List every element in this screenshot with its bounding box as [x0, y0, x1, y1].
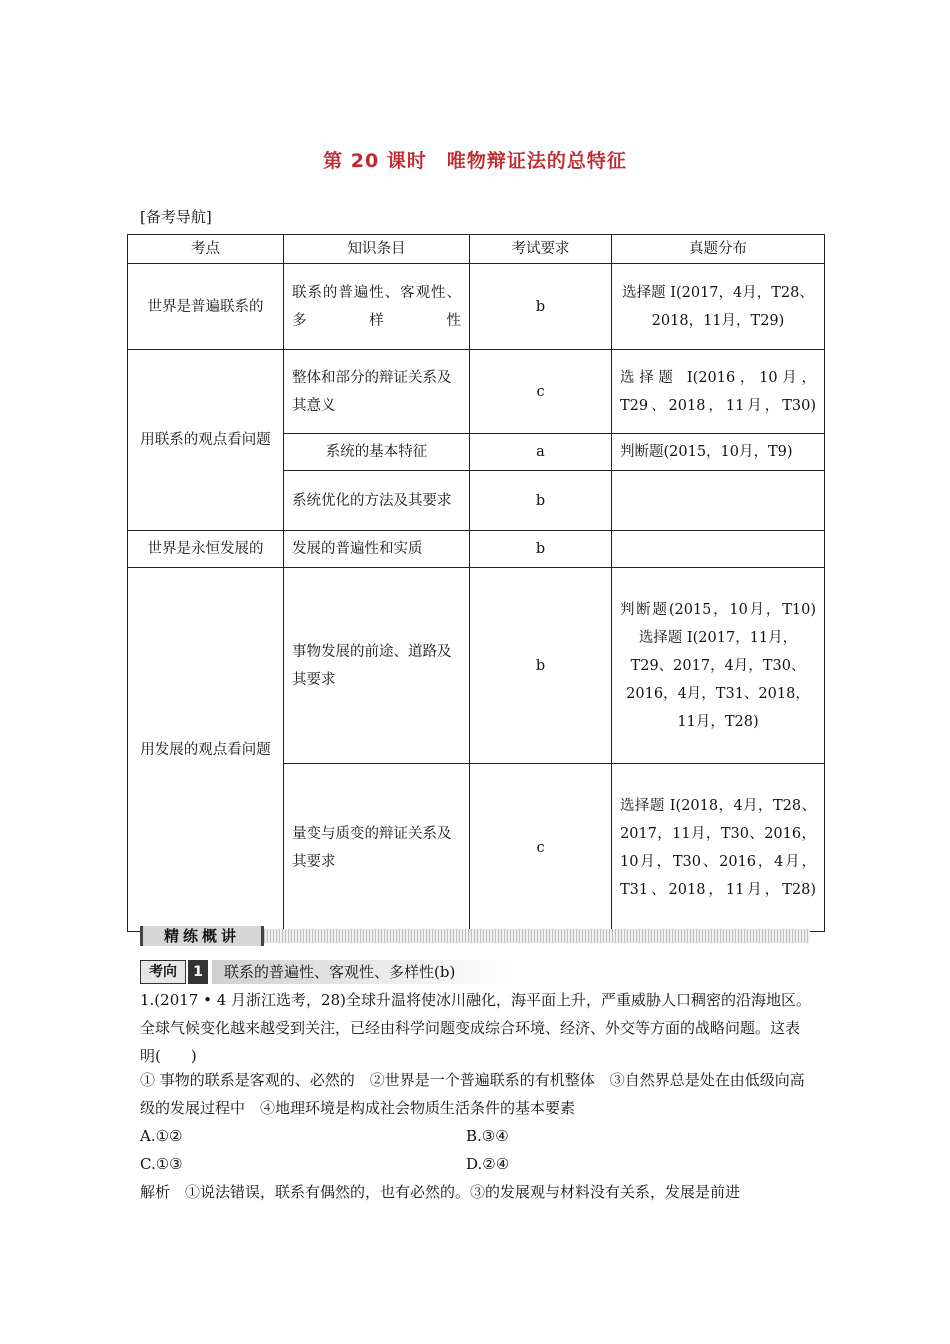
cell-distribution: 判断题(2015，10月，T9)	[612, 434, 825, 471]
option-a: A.①②	[140, 1127, 183, 1145]
cell-requirement: b	[470, 471, 612, 531]
cell-item: 事物发展的前途、道路及其要求	[284, 568, 470, 764]
topic-title: 联系的普遍性、客观性、多样性(b)	[212, 960, 512, 984]
topic-tag: 考向	[140, 960, 186, 984]
cell-requirement: b	[470, 264, 612, 350]
option-d: D.②④	[466, 1155, 510, 1173]
table-row	[128, 568, 825, 764]
question-analysis: 解析 ①说法错误，联系有偶然的，也有必然的。③的发展观与材料没有关系，发展是前进	[140, 1183, 741, 1201]
cell-requirement: c	[470, 350, 612, 434]
cell-distribution	[612, 568, 825, 764]
cell-distribution: 选择题 I(2017，4月，T28、2018，11月，T29)	[612, 264, 825, 350]
header-point: 考点	[128, 235, 284, 264]
exam-guide-table	[127, 234, 825, 932]
cell-point: 世界是永恒发展的	[128, 531, 284, 568]
option-b: B.③④	[466, 1127, 509, 1145]
cell-point: 用发展的观点看问题	[128, 568, 284, 932]
header-distribution: 真题分布	[612, 235, 825, 264]
cell-item: 系统优化的方法及其要求	[284, 471, 470, 531]
page-title: 第 20 课时 唯物辩证法的总特征	[323, 150, 627, 172]
cell-item: 系统的基本特征	[284, 434, 470, 471]
cell-requirement: a	[470, 434, 612, 471]
table-row	[128, 264, 825, 350]
cell-point: 用联系的观点看问题	[128, 350, 284, 531]
table-row	[128, 531, 825, 568]
cell-distribution	[612, 471, 825, 531]
cell-distribution: 选择题 I(2018，4月，T28、2017，11月，T30、2016，10月，T30、2016，4月，T31、2018，11月，T28)	[612, 764, 825, 932]
cell-item: 联系的普遍性、客观性、多样性	[284, 264, 470, 350]
topic-number: 1	[188, 960, 208, 984]
section-banner-title: 精练概讲	[140, 926, 264, 946]
cell-item: 量变与质变的辩证关系及其要求	[284, 764, 470, 932]
cell-requirement: c	[470, 764, 612, 932]
cell-item: 整体和部分的辩证关系及其意义	[284, 350, 470, 434]
prep-guide-label: [备考导航]	[140, 208, 212, 226]
option-c: C.①③	[140, 1155, 183, 1173]
distribution-judge: 判断题(2015，10月，T10)	[620, 601, 816, 618]
cell-item: 发展的普遍性和实质	[284, 531, 470, 568]
section-banner	[140, 926, 810, 946]
table-header-row	[128, 235, 825, 264]
question-statements: ① 事物的联系是客观的、必然的 ②世界是一个普遍联系的有机整体 ③自然界总是处在由低级向高级的发展过程中 ④地理环境是构成社会物质生活条件的基本要素	[140, 1071, 805, 1117]
question-stem: 1.(2017 • 4 月浙江选考，28)全球升温将使冰川融化，海平面上升，严重威胁人口稠密的沿海地区。全球气候变化越来越受到关注，已经由科学问题变成综合环境、经济、外交等方面的战略问题。这表明( )	[140, 991, 811, 1065]
topic-header	[140, 960, 520, 984]
header-item: 知识条目	[284, 235, 470, 264]
cell-requirement: b	[470, 531, 612, 568]
cell-distribution: 选择题 I(2016，10月，T29、2018，11月，T30)	[612, 350, 825, 434]
cell-requirement: b	[470, 568, 612, 764]
header-requirement: 考试要求	[470, 235, 612, 264]
section-banner-rule	[264, 929, 810, 943]
table-row	[128, 350, 825, 434]
distribution-choice: 选择题 I(2017，11月，T29、2017，4月，T30、2016，4月，T31、2018，11月，T28)	[626, 629, 810, 730]
cell-distribution	[612, 531, 825, 568]
cell-point: 世界是普遍联系的	[128, 264, 284, 350]
